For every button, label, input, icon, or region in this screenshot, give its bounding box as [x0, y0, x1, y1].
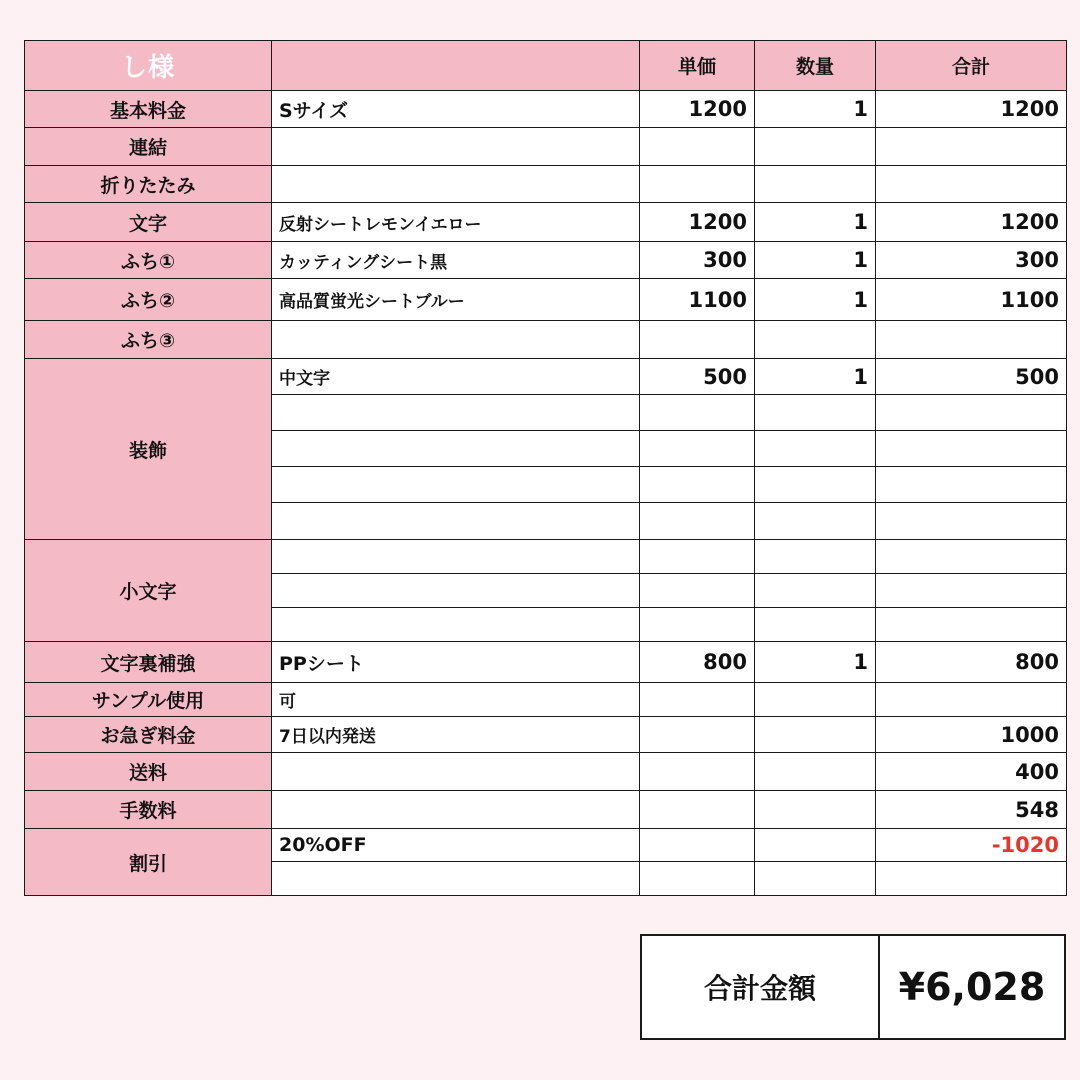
- unit-price: 500: [640, 359, 755, 395]
- unit-price: 300: [640, 242, 755, 279]
- line-total: 548: [876, 791, 1067, 829]
- grand-total-label: 合計金額: [642, 936, 880, 1038]
- unit-price: 1200: [640, 203, 755, 242]
- unit-price: [640, 503, 755, 540]
- item-name: カッティングシート黒: [272, 242, 640, 279]
- quantity: [755, 128, 876, 166]
- unit-price: [640, 128, 755, 166]
- quantity: [755, 431, 876, 467]
- line-total: [876, 540, 1067, 574]
- item-name: [272, 395, 640, 431]
- unit-price: [640, 467, 755, 503]
- quantity: [755, 753, 876, 791]
- table-row: [25, 242, 1067, 279]
- quantity: [755, 717, 876, 753]
- subtotal-header: 合計: [876, 41, 1067, 91]
- table-row: [25, 791, 1067, 829]
- quantity: 1: [755, 642, 876, 683]
- unit-price: 1200: [640, 91, 755, 128]
- row-label-link: 連結: [25, 128, 272, 166]
- row-label-deco: 装飾: [25, 359, 272, 540]
- table-row: [25, 717, 1067, 753]
- line-total: 800: [876, 642, 1067, 683]
- line-total: 1100: [876, 279, 1067, 321]
- row-label-edge3: ふち③: [25, 321, 272, 359]
- row-label-base: 基本料金: [25, 91, 272, 128]
- line-total: 1200: [876, 91, 1067, 128]
- line-total: [876, 431, 1067, 467]
- unit-price: 1100: [640, 279, 755, 321]
- item-name: [272, 128, 640, 166]
- item-name: [272, 753, 640, 791]
- table-row: [25, 279, 1067, 321]
- line-total: 500: [876, 359, 1067, 395]
- item-name: 7日以内発送: [272, 717, 640, 753]
- row-label-fold: 折りたたみ: [25, 166, 272, 203]
- unit-price: [640, 431, 755, 467]
- line-total: 1000: [876, 717, 1067, 753]
- row-label-text: 文字: [25, 203, 272, 242]
- unit-price: [640, 608, 755, 642]
- quantity: [755, 862, 876, 896]
- quantity: [755, 829, 876, 862]
- line-total: [876, 574, 1067, 608]
- item-name: [272, 608, 640, 642]
- item-name: 反射シートレモンイエロー: [272, 203, 640, 242]
- row-label-sample: サンプル使用: [25, 683, 272, 717]
- unit-price: [640, 540, 755, 574]
- quantity: [755, 321, 876, 359]
- row-label-reinforce: 文字裏補強: [25, 642, 272, 683]
- unit-price: [640, 683, 755, 717]
- line-total: 300: [876, 242, 1067, 279]
- unit-price: [640, 166, 755, 203]
- estimate-table: [24, 40, 1067, 896]
- quantity: 1: [755, 203, 876, 242]
- table-row: [25, 91, 1067, 128]
- quantity: [755, 395, 876, 431]
- unit-price: [640, 829, 755, 862]
- item-name: [272, 166, 640, 203]
- line-total: [876, 862, 1067, 896]
- unit-price: 800: [640, 642, 755, 683]
- quantity: [755, 791, 876, 829]
- unit-price-header: 単価: [640, 41, 755, 91]
- table-row: [25, 203, 1067, 242]
- item-name: [272, 467, 640, 503]
- table-row: [25, 683, 1067, 717]
- quantity: [755, 467, 876, 503]
- item-name: [272, 791, 640, 829]
- line-total: [876, 128, 1067, 166]
- row-label-edge2: ふち②: [25, 279, 272, 321]
- unit-price: [640, 574, 755, 608]
- row-label-fee: 手数料: [25, 791, 272, 829]
- line-total: [876, 683, 1067, 717]
- item-header: [272, 41, 640, 91]
- row-label-small: 小文字: [25, 540, 272, 642]
- unit-price: [640, 791, 755, 829]
- line-total: [876, 503, 1067, 540]
- item-name: Sサイズ: [272, 91, 640, 128]
- unit-price: [640, 321, 755, 359]
- table-row: [25, 642, 1067, 683]
- quantity: [755, 540, 876, 574]
- quantity: [755, 166, 876, 203]
- unit-price: [640, 717, 755, 753]
- quantity: 1: [755, 359, 876, 395]
- discount-amount: -1020: [876, 829, 1067, 862]
- row-label-shipping: 送料: [25, 753, 272, 791]
- item-name: [272, 574, 640, 608]
- unit-price: [640, 395, 755, 431]
- table-row: [25, 829, 1067, 862]
- line-total: [876, 395, 1067, 431]
- table-row: [25, 753, 1067, 791]
- table-row: [25, 359, 1067, 395]
- quantity: [755, 503, 876, 540]
- quantity: 1: [755, 279, 876, 321]
- item-name: 20%OFF: [272, 829, 640, 862]
- quantity: [755, 683, 876, 717]
- line-total: 1200: [876, 203, 1067, 242]
- row-label-discount: 割引: [25, 829, 272, 896]
- item-name: [272, 431, 640, 467]
- quantity: [755, 574, 876, 608]
- item-name: PPシート: [272, 642, 640, 683]
- table-row: [25, 128, 1067, 166]
- item-name: 高品質蛍光シートブルー: [272, 279, 640, 321]
- quantity: 1: [755, 242, 876, 279]
- item-name: [272, 540, 640, 574]
- line-total: [876, 166, 1067, 203]
- line-total: [876, 467, 1067, 503]
- item-name: [272, 321, 640, 359]
- line-total: [876, 608, 1067, 642]
- table-row: [25, 540, 1067, 574]
- row-label-rush: お急ぎ料金: [25, 717, 272, 753]
- quantity: 1: [755, 91, 876, 128]
- line-total: [876, 321, 1067, 359]
- unit-price: [640, 753, 755, 791]
- row-label-edge1: ふち①: [25, 242, 272, 279]
- grand-total-box: [640, 934, 1066, 1040]
- customer-name: し様: [25, 41, 272, 91]
- unit-price: [640, 862, 755, 896]
- item-name: [272, 862, 640, 896]
- line-total: 400: [876, 753, 1067, 791]
- grand-total-amount: ¥6,028: [898, 965, 1046, 1009]
- item-name: 中文字: [272, 359, 640, 395]
- quantity-header: 数量: [755, 41, 876, 91]
- table-row: [25, 166, 1067, 203]
- item-name: 可: [272, 683, 640, 717]
- quantity: [755, 608, 876, 642]
- table-row: [25, 321, 1067, 359]
- header-row: [25, 41, 1067, 91]
- item-name: [272, 503, 640, 540]
